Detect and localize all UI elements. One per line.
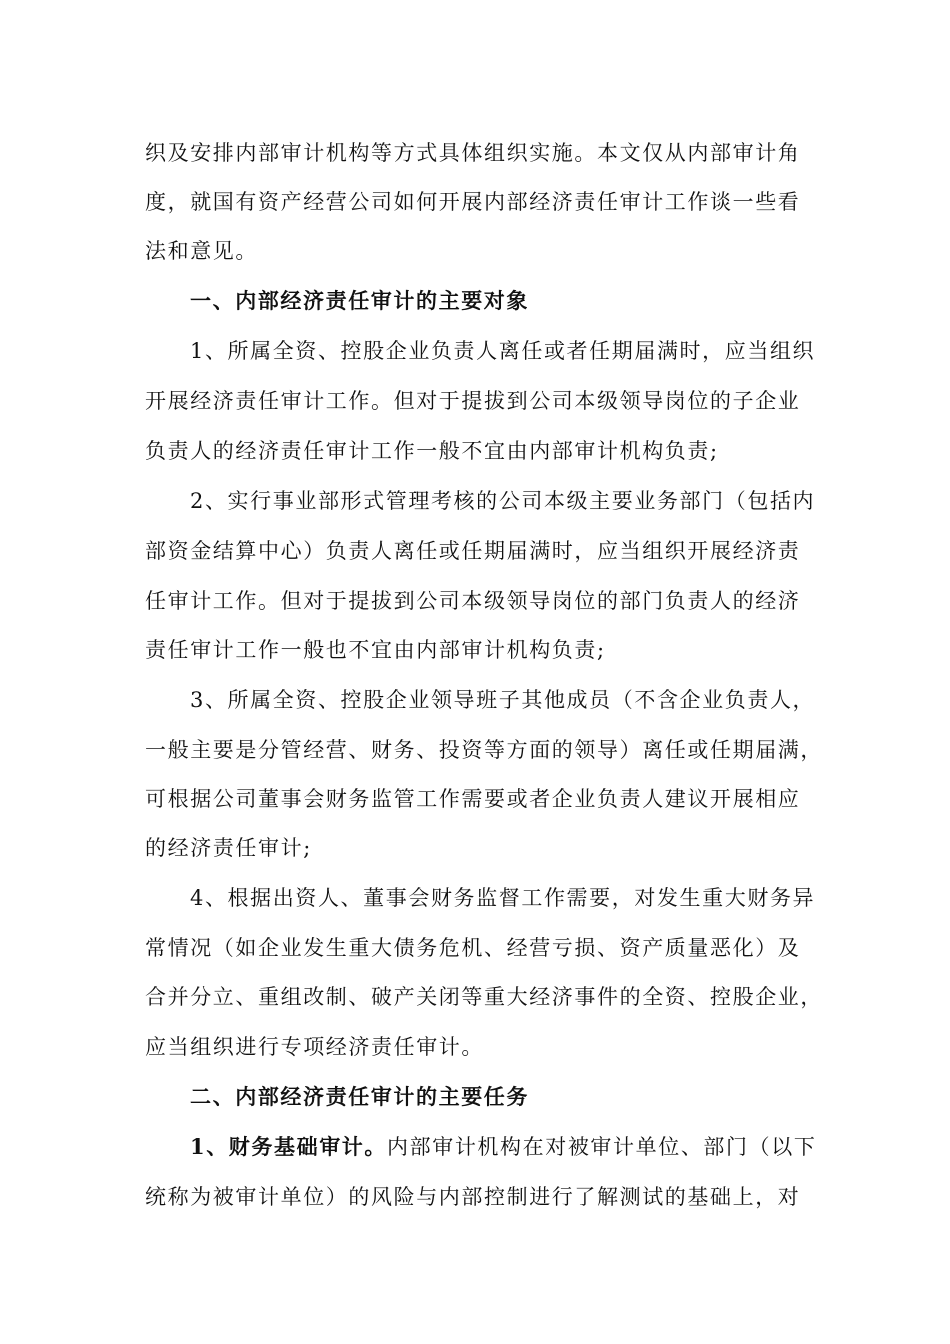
paragraph-1-line-3: 负责人的经济责任审计工作一般不宜由内部审计机构负责;: [145, 439, 719, 463]
paragraph-2-line-1: 2、实行事业部形式管理考核的公司本级主要业务部门（包括内: [190, 489, 816, 513]
paragraph-3-line-2: 一般主要是分管经营、财务、投资等方面的领导）离任或任期届满，: [145, 738, 823, 762]
paragraph-0-line-3: 法和意见。: [145, 239, 258, 263]
paragraph-3-line-3: 可根据公司董事会财务监管工作需要或者企业负责人建议开展相应: [145, 787, 801, 811]
paragraph-0-line-1: 织及安排内部审计机构等方式具体组织实施。本文仅从内部审计角: [145, 141, 801, 165]
paragraph-3-line-1: 3、所属全资、控股企业领导班子其他成员（不含企业负责人，: [190, 688, 816, 712]
section-heading-2: 二、内部经济责任审计的主要任务: [190, 1084, 529, 1109]
paragraph-3-line-4: 的经济责任审计;: [145, 836, 312, 860]
paragraph-1-line-2: 开展经济责任审计工作。但对于提拔到公司本级领导岗位的子企业: [145, 389, 801, 413]
paragraph-2-line-4: 责任审计工作一般也不宜由内部审计机构负责;: [145, 638, 606, 662]
paragraph-4-line-1: 4、根据出资人、董事会财务监督工作需要，对发生重大财务异: [190, 886, 816, 910]
paragraph-1-line-1: 1、所属全资、控股企业负责人离任或者任期届满时，应当组织: [190, 339, 816, 363]
paragraph-5-line-1-rest: 内部审计机构在对被审计单位、部门（以下: [387, 1135, 817, 1159]
paragraph-4-line-2: 常情况（如企业发生重大债务危机、经营亏损、资产质量恶化）及: [145, 936, 801, 960]
paragraph-4-line-4: 应当组织进行专项经济责任审计。: [145, 1035, 484, 1059]
section-heading-1: 一、内部经济责任审计的主要对象: [190, 288, 529, 313]
paragraph-2-line-3: 任审计工作。但对于提拔到公司本级领导岗位的部门负责人的经济: [145, 589, 801, 613]
paragraph-5-line-2: 统称为被审计单位）的风险与内部控制进行了解测试的基础上，对: [145, 1185, 801, 1209]
paragraph-5-bold-lead: 1、财务基础审计。: [190, 1134, 388, 1159]
paragraph-4-line-3: 合并分立、重组改制、破产关闭等重大经济事件的全资、控股企业，: [145, 985, 823, 1009]
paragraph-5-line-1: [190, 1132, 816, 1162]
paragraph-0-line-2: 度，就国有资产经营公司如何开展内部经济责任审计工作谈一些看: [145, 190, 801, 214]
paragraph-2-line-2: 部资金结算中心）负责人离任或任期届满时，应当组织开展经济责: [145, 539, 801, 563]
